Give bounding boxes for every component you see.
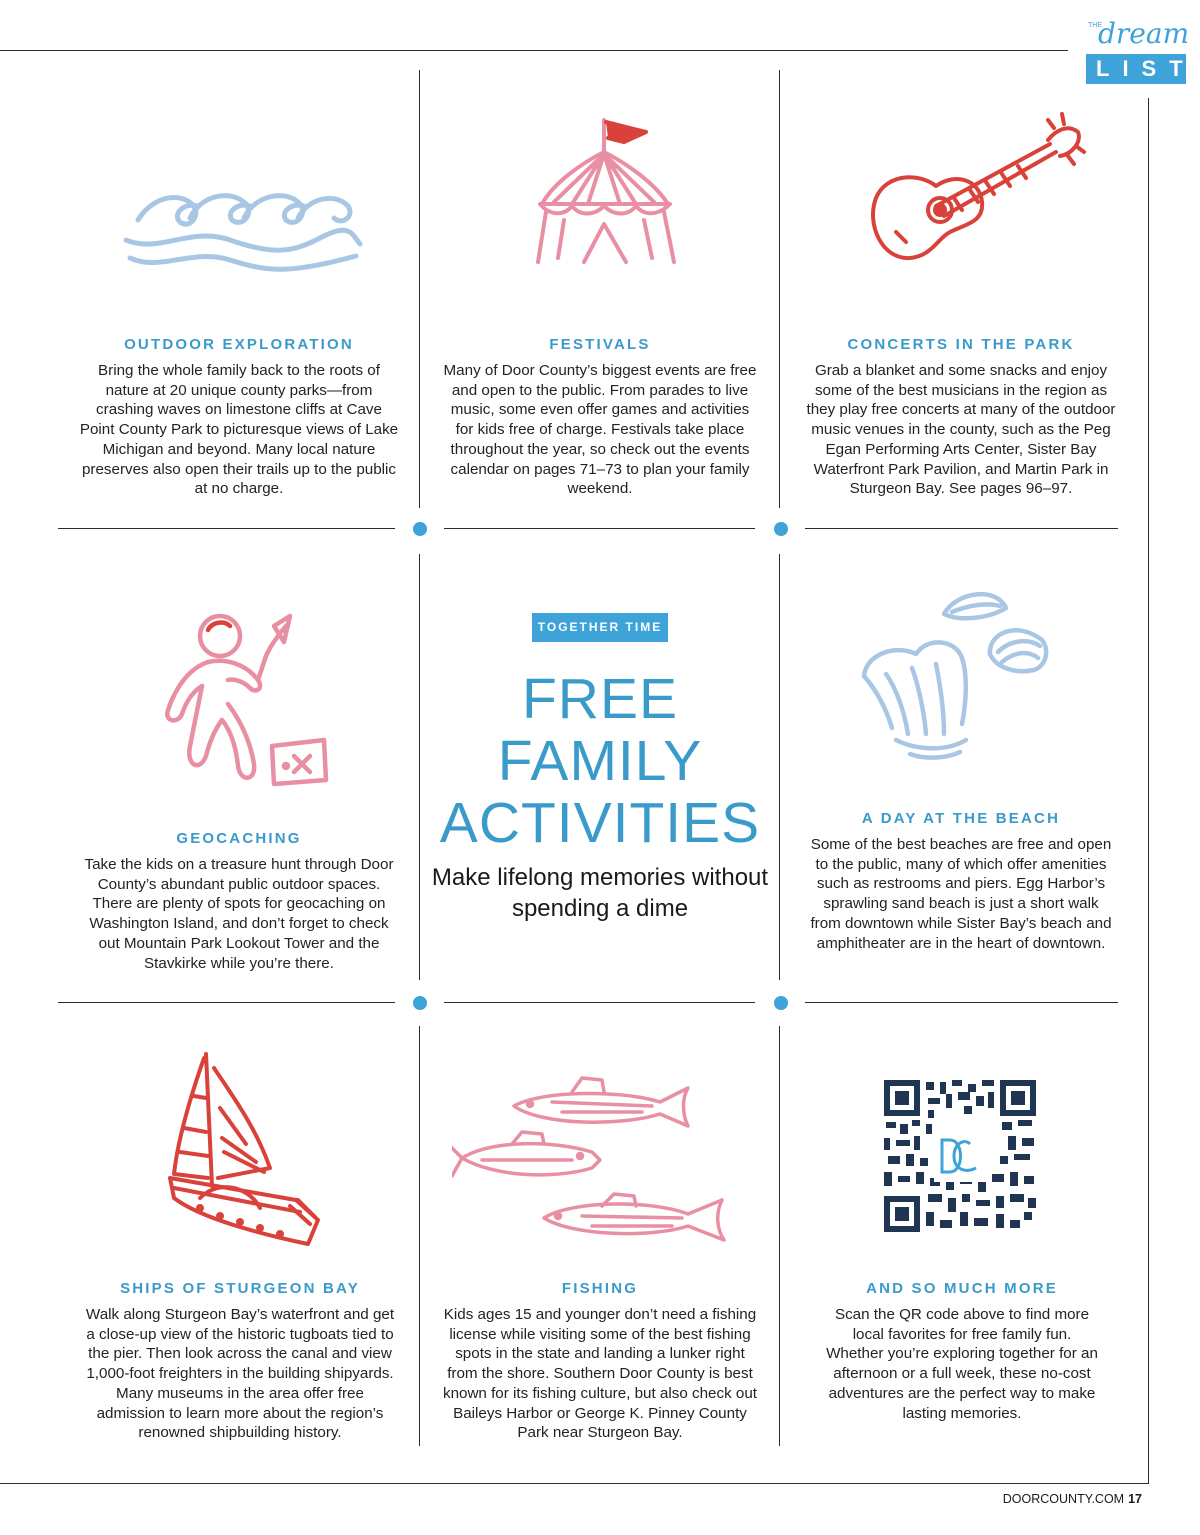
dream-list-logo <box>1086 17 1196 84</box>
section-and-so-much-more <box>826 1280 1098 1423</box>
top-rule <box>0 50 1068 51</box>
guitar-icon <box>866 110 1086 270</box>
section-title: SHIPS OF STURGEON BAY <box>120 1280 360 1297</box>
grid-divider-v1-top <box>419 70 420 508</box>
section-body: Take the kids on a treasure hunt through Door County’s abundant public outdoor spaces. There are plenty of spots for geocaching on Washington Island, and don’t forget to check out Mountain Park Lookout Tower and the Stavkirke while you’re there. <box>84 856 394 972</box>
page-subtitle: Make lifelong memories without spending a dime <box>431 864 769 922</box>
grid-divider-h1-right <box>805 528 1118 529</box>
section-outdoor-exploration <box>78 336 400 499</box>
section-title: CONCERTS IN THE PARK <box>847 336 1075 353</box>
right-frame-rule <box>1148 98 1149 1484</box>
section-body: Walk along Sturgeon Bay’s waterfront and get a close-up view of the historic tugboats tied to the pier. Then look across the canal and view 1,000-foot freighters in the building shipyards. Many museums in the area offer free admission to learn more about the region’s renowned shipbuilding history. <box>85 1306 395 1442</box>
sailboat-icon <box>160 1048 330 1252</box>
grid-divider-h2-center <box>444 1002 755 1003</box>
section-title: GEOCACHING <box>176 830 302 847</box>
grid-divider-h1-center <box>444 528 755 529</box>
footer-site: DOORCOUNTY.COM <box>1002 1492 1125 1506</box>
section-body: Some of the best beaches are free and open to the public, many of which offer amenities such as restrooms and piers. Egg Harbor’s sprawling sand beach is just a short walk from downtown while Sister Bay’s beach and amphitheater are in the heart of downtown. <box>810 836 1112 952</box>
section-fishing <box>440 1280 760 1443</box>
seashells-icon <box>856 584 1056 764</box>
explorer-map-icon <box>150 606 336 792</box>
waves-icon <box>120 178 365 278</box>
section-day-at-the-beach <box>808 810 1114 953</box>
grid-dot <box>413 996 427 1010</box>
grid-divider-v2-top <box>779 70 780 508</box>
section-body: Kids ages 15 and younger don’t need a fishing license while visiting some of the best fishing spots in the state and landing a lunker right from the shore. Southern Door County is best known for its fishing culture, but also check out Baileys Harbor or George K. Pinney County Park near Sturgeon Bay. <box>442 1306 758 1442</box>
grid-dot <box>774 996 788 1010</box>
section-concerts-in-the-park <box>800 336 1122 499</box>
section-festivals <box>440 336 760 499</box>
grid-divider-h1-left <box>58 528 395 529</box>
qr-code-icon <box>884 1080 1036 1232</box>
grid-divider-h2-left <box>58 1002 395 1003</box>
logo-list: LIST <box>1086 54 1186 84</box>
grid-divider-v1-bottom <box>419 1026 420 1446</box>
section-ships-of-sturgeon-bay <box>80 1280 400 1443</box>
page-footer <box>1003 1492 1142 1506</box>
section-body: Scan the QR code above to find more local favorites for free family fun. Whether you’re exploring together for an afternoon or a full week, these no-cost adventures are the perfect way to make lasting memories. <box>826 1306 1098 1422</box>
title-line: ACTIVITIES <box>439 791 761 855</box>
title-line: FREE <box>521 667 679 731</box>
section-title: A DAY AT THE BEACH <box>861 810 1061 827</box>
logo-dream: dream <box>1098 17 1190 50</box>
page-title <box>420 668 780 854</box>
logo-the: THE <box>1088 22 1102 29</box>
section-body: Bring the whole family back to the roots of nature at 20 unique county parks—from crashing waves on limestone cliffs at Cave Point County Park to picturesque views of Lake Michigan and beyond. Many local nature preserves also open their trails up to the public at no charge. <box>79 362 399 498</box>
fish-icon <box>452 1068 742 1254</box>
grid-divider-h2-right <box>805 1002 1118 1003</box>
section-body: Grab a blanket and some snacks and enjoy some of the best musicians in the region as they play free concerts at many of the outdoor music venues in the county, such as the Peg Egan Performing Arts Center, Sister Bay Waterfront Park Pavilion, and Martin Park in Sturgeon Bay. See pages 96–97. <box>806 362 1116 498</box>
title-line: FAMILY <box>497 729 703 793</box>
grid-dot <box>774 522 788 536</box>
section-title: AND SO MUCH MORE <box>866 1280 1058 1297</box>
section-body: Many of Door County’s biggest events are free and open to the public. From parades to live music, some even offer games and activities for kids free of charge. Festivals take place throughout the year, so check out the events calendar on pages 71–73 to plan your family weekend. <box>443 362 757 498</box>
bottom-rule <box>0 1483 1149 1484</box>
section-title: FESTIVALS <box>549 336 651 353</box>
festival-tent-icon <box>524 112 690 272</box>
grid-dot <box>413 522 427 536</box>
section-title: FISHING <box>561 1280 639 1297</box>
together-time-badge: TOGETHER TIME <box>532 613 668 642</box>
page-number: 17 <box>1128 1492 1142 1506</box>
grid-divider-v2-bottom <box>779 1026 780 1446</box>
section-title: OUTDOOR EXPLORATION <box>124 336 354 353</box>
section-geocaching <box>78 830 400 973</box>
